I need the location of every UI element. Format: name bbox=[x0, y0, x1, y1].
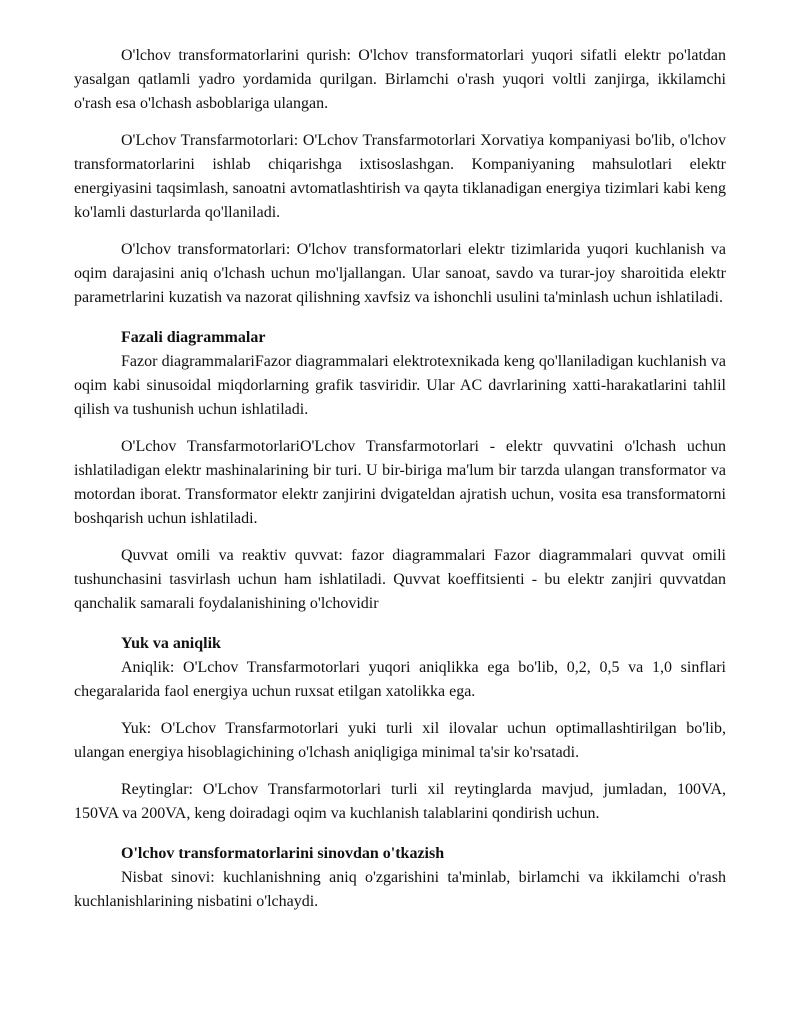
heading-load-accuracy: Yuk va aniqlik bbox=[121, 635, 221, 652]
paragraph-construction: O'lchov transformatorlarini qurish: O'lchov transformatorlari yuqori sifatli elektr po'latdan yasalgan qatlamli yadro yordamida qurilgan. Birlamchi o'rash yuqori voltli zanjirga, ikkilamchi o'rash esa o'lchash asboblariga ulangan. bbox=[74, 47, 726, 112]
paragraph-machine-type: O'Lchov TransfarmotorlariO'Lchov Transfarmotorlari - elektr quvvatini o'lchash uchun ishlatiladigan elektr mashinalarining bir turi. U bir-biriga ma'lum bir tarzda ulangan transformator va motordan iborat. Transformator elektr zanjirini dvigateldan ajratish uchun, vosita esa transformatorni boshqarish uchun ishlatiladi. bbox=[74, 438, 726, 527]
paragraph-power-factor: Quvvat omili va reaktiv quvvat: fazor diagrammalari Fazor diagrammalari quvvat omili tushunchasini tasvirlash uchun ham ishlatiladi. Quvvat koeffitsienti - bu elektr zanjiri quvvatdan qanchalik samarali foydalanishining o'lchovidir bbox=[74, 547, 726, 612]
document-page bbox=[74, 44, 726, 927]
paragraph-company: O'Lchov Transfarmotorlari: O'Lchov Transfarmotorlari Xorvatiya kompaniyasi bo'lib, o'lchov transformatorlarini ishlab chiqarishga ixtisoslashgan. Kompaniyaning mahsulotlari elektr energiyasini taqsimlash, sanoatni avtomatlashtirish va qayta tiklanadigan energiya tizimlari kabi keng ko'lamli dasturlarda qo'llaniladi. bbox=[74, 132, 726, 221]
paragraph-ratio-test: Nisbat sinovi: kuchlanishning aniq o'zgarishini ta'minlab, birlamchi va ikkilamchi o'rash kuchlanishlarining nisbatini o'lchaydi. bbox=[74, 869, 726, 910]
paragraph-purpose: O'lchov transformatorlari: O'lchov transformatorlari elektr tizimlarida yuqori kuchlanish va oqim darajasini aniq o'lchash uchun mo'ljallangan. Ular sanoat, savdo va turar-joy sharoitida elektr parametrlarini kuzatish va nazorat qilishning xavfsiz va ishonchli usulini ta'minlash uchun ishlatiladi. bbox=[74, 241, 726, 306]
paragraph-phasor-intro: Fazor diagrammalariFazor diagrammalari elektrotexnikada keng qo'llaniladigan kuchlanish va oqim kabi sinusoidal miqdorlarning grafik tasviridir. Ular AC davrlarining xatti-harakatlarini tahlil qilish va tushunish uchun ishlatiladi. bbox=[74, 353, 726, 418]
paragraph-accuracy: Aniqlik: O'Lchov Transfarmotorlari yuqori aniqlikka ega bo'lib, 0,2, 0,5 va 1,0 sinflari chegaralarida faol energiya uchun ruxsat etilgan xatolikka ega. bbox=[74, 659, 726, 700]
paragraph-load: Yuk: O'Lchov Transfarmotorlari yuki turli xil ilovalar uchun optimallashtirilgan bo'lib, ulangan energiya hisoblagichining o'lchash aniqligiga minimal ta'sir ko'rsatadi. bbox=[74, 720, 726, 761]
heading-testing: O'lchov transformatorlarini sinovdan o'tkazish bbox=[121, 845, 445, 862]
heading-phasor-diagrams: Fazali diagrammalar bbox=[121, 329, 266, 346]
paragraph-ratings: Reytinglar: O'Lchov Transfarmotorlari turli xil reytinglarda mavjud, jumladan, 100VA, 150VA va 200VA, keng doiradagi oqim va kuchlanish talablarini qondirish uchun. bbox=[74, 781, 726, 822]
